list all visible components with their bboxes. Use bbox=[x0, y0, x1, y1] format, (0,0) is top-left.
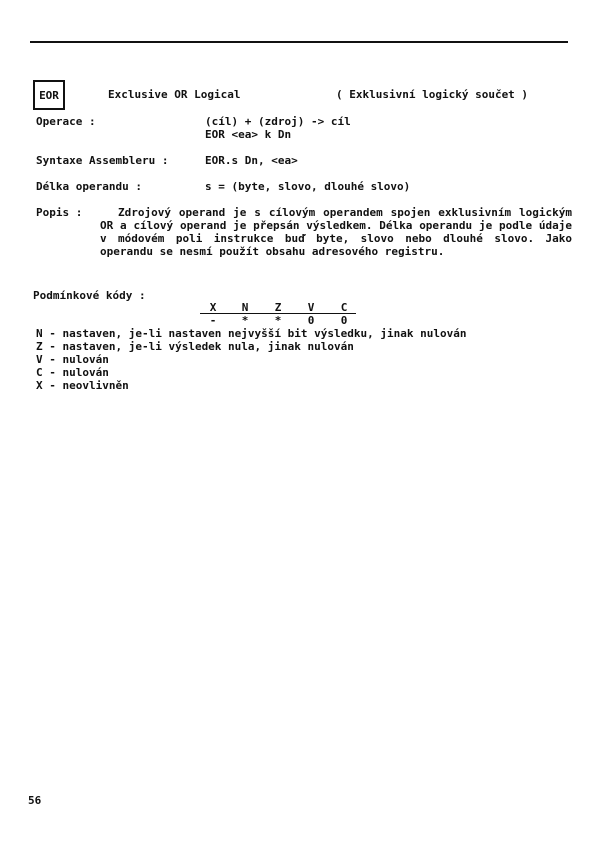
note-n: N - nastaven, je-li nastaven nejvyšší bit výsledku, jinak nulován bbox=[36, 327, 467, 340]
top-rule bbox=[30, 41, 568, 43]
flag-v: V bbox=[307, 301, 315, 314]
flag-n: N bbox=[241, 301, 249, 314]
operation-line-2: EOR <ea> k Dn bbox=[205, 128, 292, 141]
operand-length-value: s = (byte, slovo, dlouhé slovo) bbox=[205, 180, 411, 193]
state-x: - bbox=[209, 314, 217, 327]
flag-c: C bbox=[340, 301, 348, 314]
state-c: 0 bbox=[340, 314, 348, 327]
flag-x: X bbox=[209, 301, 217, 314]
state-v: 0 bbox=[307, 314, 315, 327]
note-c: C - nulován bbox=[36, 366, 109, 379]
flag-z: Z bbox=[274, 301, 282, 314]
note-x: X - neovlivněn bbox=[36, 379, 129, 392]
description-text: Zdrojový operand je s cílovým operandem spojen exklusivním logickým OR a cílový operand je přepsán výsledkem. Délka operandu je podle údaje v módovém poli instrukce buď byte, slovo nebo dlouhé slovo. Jako operandu se nesmí použít obsahu adresového registru. bbox=[100, 206, 572, 258]
page-number: 56 bbox=[28, 794, 42, 807]
syntax-value: EOR.s Dn, <ea> bbox=[205, 154, 298, 167]
operation-line-1: (cíl) + (zdroj) -> cíl bbox=[205, 115, 351, 128]
title-english: Exclusive OR Logical bbox=[108, 88, 241, 101]
description-label: Popis : bbox=[36, 206, 83, 219]
mnemonic-box: EOR bbox=[33, 80, 65, 110]
condition-codes-label: Podmínkové kódy : bbox=[33, 289, 146, 302]
note-z: Z - nastaven, je-li výsledek nula, jinak nulován bbox=[36, 340, 354, 353]
operation-label: Operace : bbox=[36, 115, 96, 128]
state-n: * bbox=[241, 314, 249, 327]
syntax-label: Syntaxe Assembleru : bbox=[36, 154, 169, 167]
note-v: V - nulován bbox=[36, 353, 109, 366]
operand-length-label: Délka operandu : bbox=[36, 180, 142, 193]
title-czech: ( Exklusivní logický součet ) bbox=[336, 88, 529, 101]
state-z: * bbox=[274, 314, 282, 327]
